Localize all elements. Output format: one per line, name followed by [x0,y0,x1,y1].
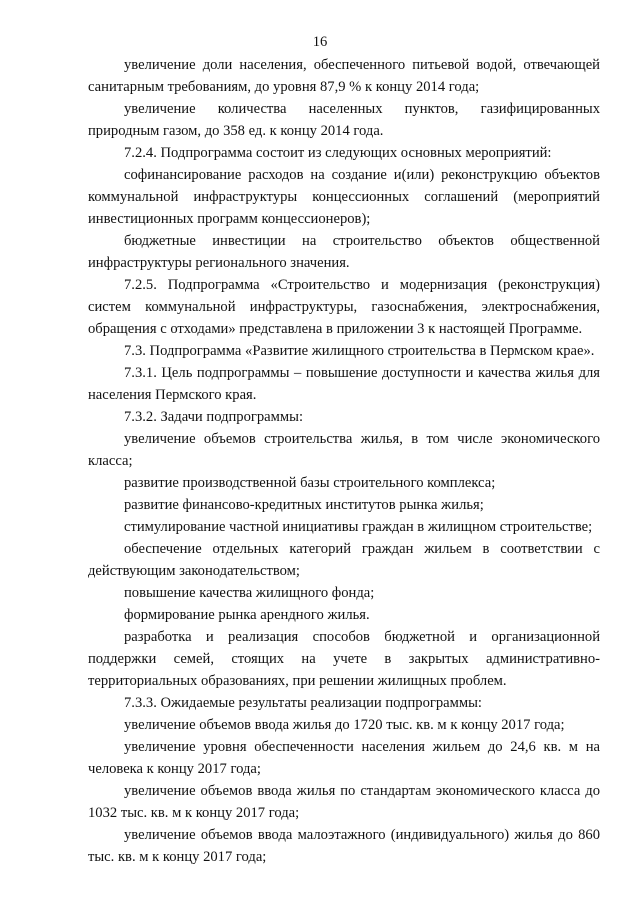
paragraph: увеличение объемов строительства жилья, в том числе экономического класса; [88,431,600,469]
paragraph: разработка и реализация способов бюджетной и организационной поддержки семей, стоящих на учете в закрытых административно-территориальных образованиях, при решении жилищных проблем. [88,629,600,689]
paragraph: 7.2.4. Подпрограмма состоит из следующих основных мероприятий: [124,145,552,161]
paragraph: увеличение доли населения, обеспеченного питьевой водой, отвечающей санитарным требованиям, до уровня 87,9 % к концу 2014 года; [88,57,600,95]
paragraph: повышение качества жилищного фонда; [124,585,375,601]
paragraph: 7.3.1. Цель подпрограммы – повышение доступности и качества жилья для населения Пермского края. [88,365,600,403]
paragraph: 7.2.5. Подпрограмма «Строительство и модернизация (реконструкция) систем коммунальной инфраструктуры, газоснабжения, электроснабжения, обращения с отходами» представлена в приложении 3 к настоящей Программе. [88,277,600,337]
paragraph: увеличение количества населенных пунктов, газифицированных природным газом, до 358 ед. к концу 2014 года. [88,101,600,139]
paragraph: формирование рынка арендного жилья. [124,607,370,623]
paragraph: увеличение уровня обеспеченности населения жильем до 24,6 кв. м на человека к концу 2017 года; [88,739,600,777]
paragraph: увеличение объемов ввода малоэтажного (индивидуального) жилья до 860 тыс. кв. м к концу 2017 года; [88,827,600,865]
paragraph: софинансирование расходов на создание и(или) реконструкцию объектов коммунальной инфраструктуры концессионных соглашений (мероприятий инвестиционных программ концессионеров); [88,167,600,227]
paragraph: развитие производственной базы строительного комплекса; [124,475,496,491]
paragraph: развитие финансово-кредитных институтов рынка жилья; [124,497,484,513]
paragraph: стимулирование частной инициативы граждан в жилищном строительстве; [124,519,593,535]
paragraph: бюджетные инвестиции на строительство объектов общественной инфраструктуры регионального значения. [88,233,600,271]
paragraph: обеспечение отдельных категорий граждан жильем в соответствии с действующим законодательством; [88,541,600,579]
paragraph: 7.3.2. Задачи подпрограммы: [124,409,303,425]
document-body [88,54,600,868]
page-number: 16 [312,34,328,50]
paragraph: увеличение объемов ввода жилья до 1720 тыс. кв. м к концу 2017 года; [124,717,565,733]
paragraph: 7.3. Подпрограмма «Развитие жилищного строительства в Пермском крае». [124,343,595,359]
paragraph: увеличение объемов ввода жилья по стандартам экономического класса до 1032 тыс. кв. м к концу 2017 года; [88,783,600,821]
paragraph: 7.3.3. Ожидаемые результаты реализации подпрограммы: [124,695,482,711]
